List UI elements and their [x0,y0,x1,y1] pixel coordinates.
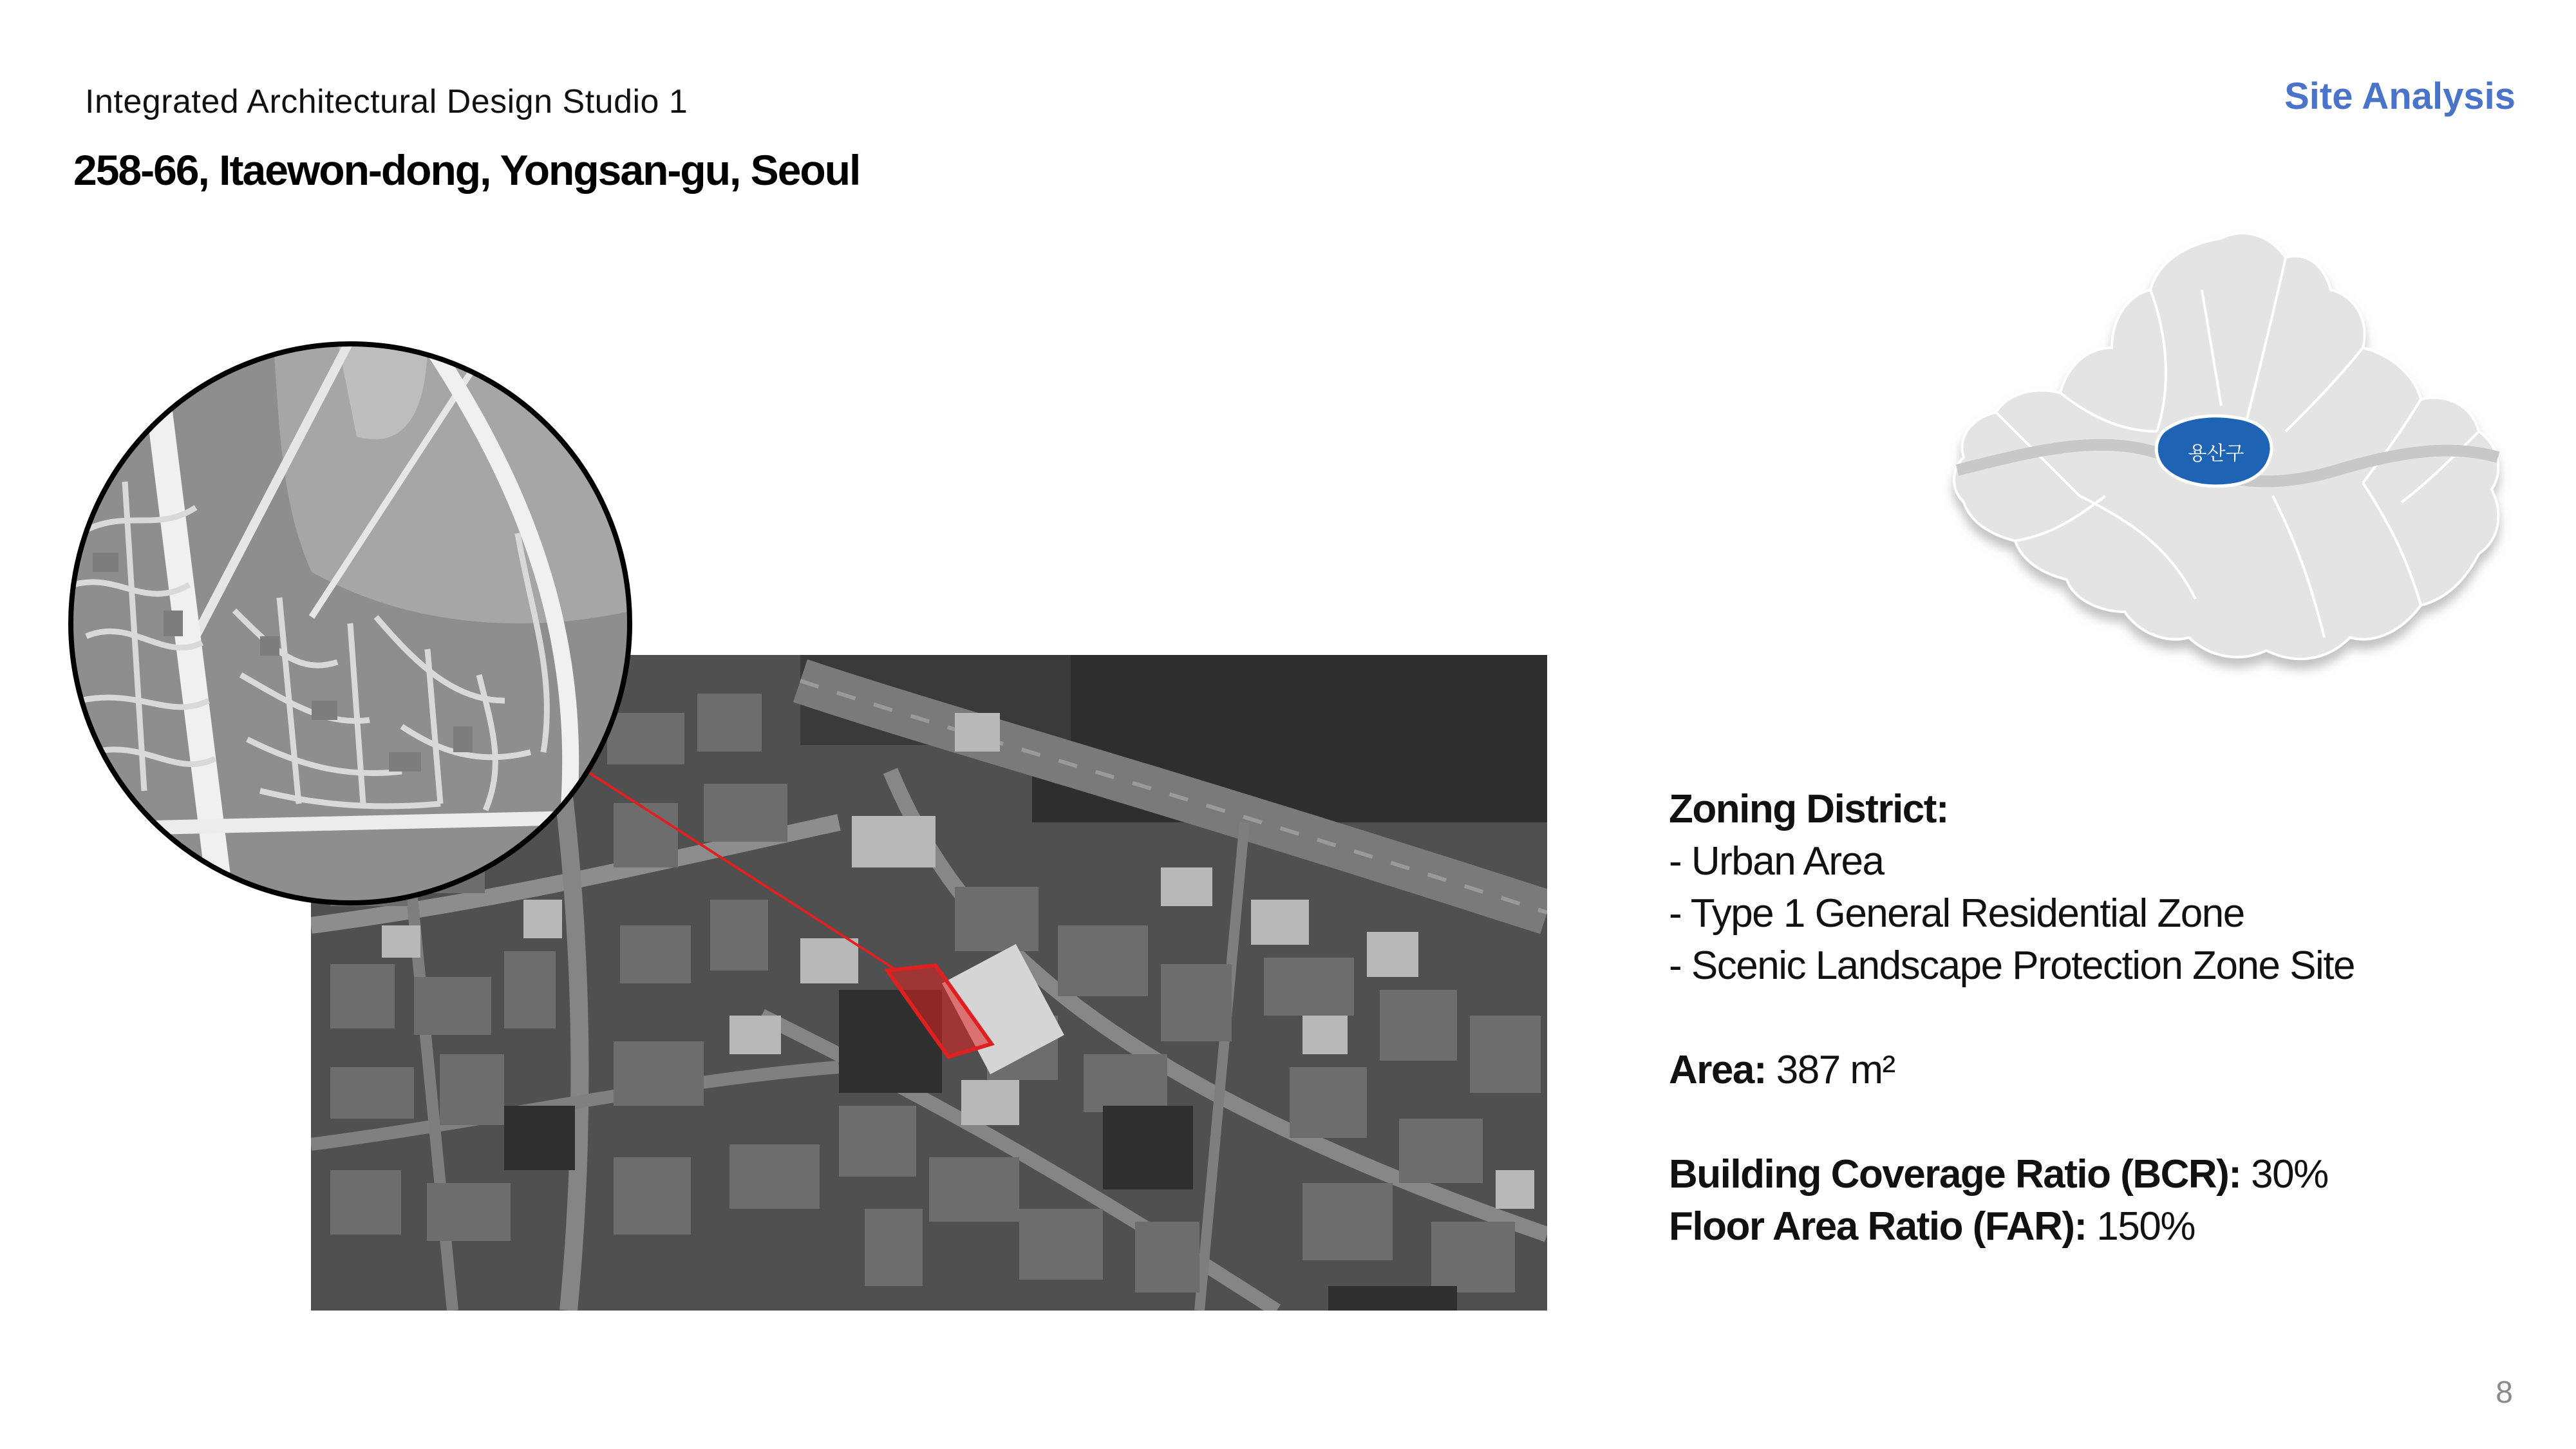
seoul-district-map [1938,213,2537,715]
page-number: 8 [2496,1376,2513,1410]
district-label: 용산구 [2188,442,2244,465]
zoning-label: Zoning District: [1669,787,1949,831]
area-value: 387 m² [1766,1048,1895,1092]
bcr-label: Building Coverage Ratio (BCR): [1669,1152,2241,1197]
far-label: Floor Area Ratio (FAR): [1669,1204,2087,1249]
site-address: 258-66, Itaewon-dong, Yongsan-gu, Seoul [73,146,860,194]
site-info [1669,783,2355,1253]
zoning-item: - Type 1 General Residential Zone [1669,891,2244,936]
bcr-value: 30% [2241,1152,2328,1197]
zoning-item: - Urban Area [1669,839,1884,884]
section-title: Site Analysis [2284,75,2515,117]
zoning-item: - Scenic Landscape Protection Zone Site [1669,943,2355,988]
zoom-circle-map [67,340,634,907]
course-title: Integrated Architectural Design Studio 1 [85,83,688,120]
area-label: Area: [1669,1048,1767,1092]
far-value: 150% [2086,1204,2195,1249]
